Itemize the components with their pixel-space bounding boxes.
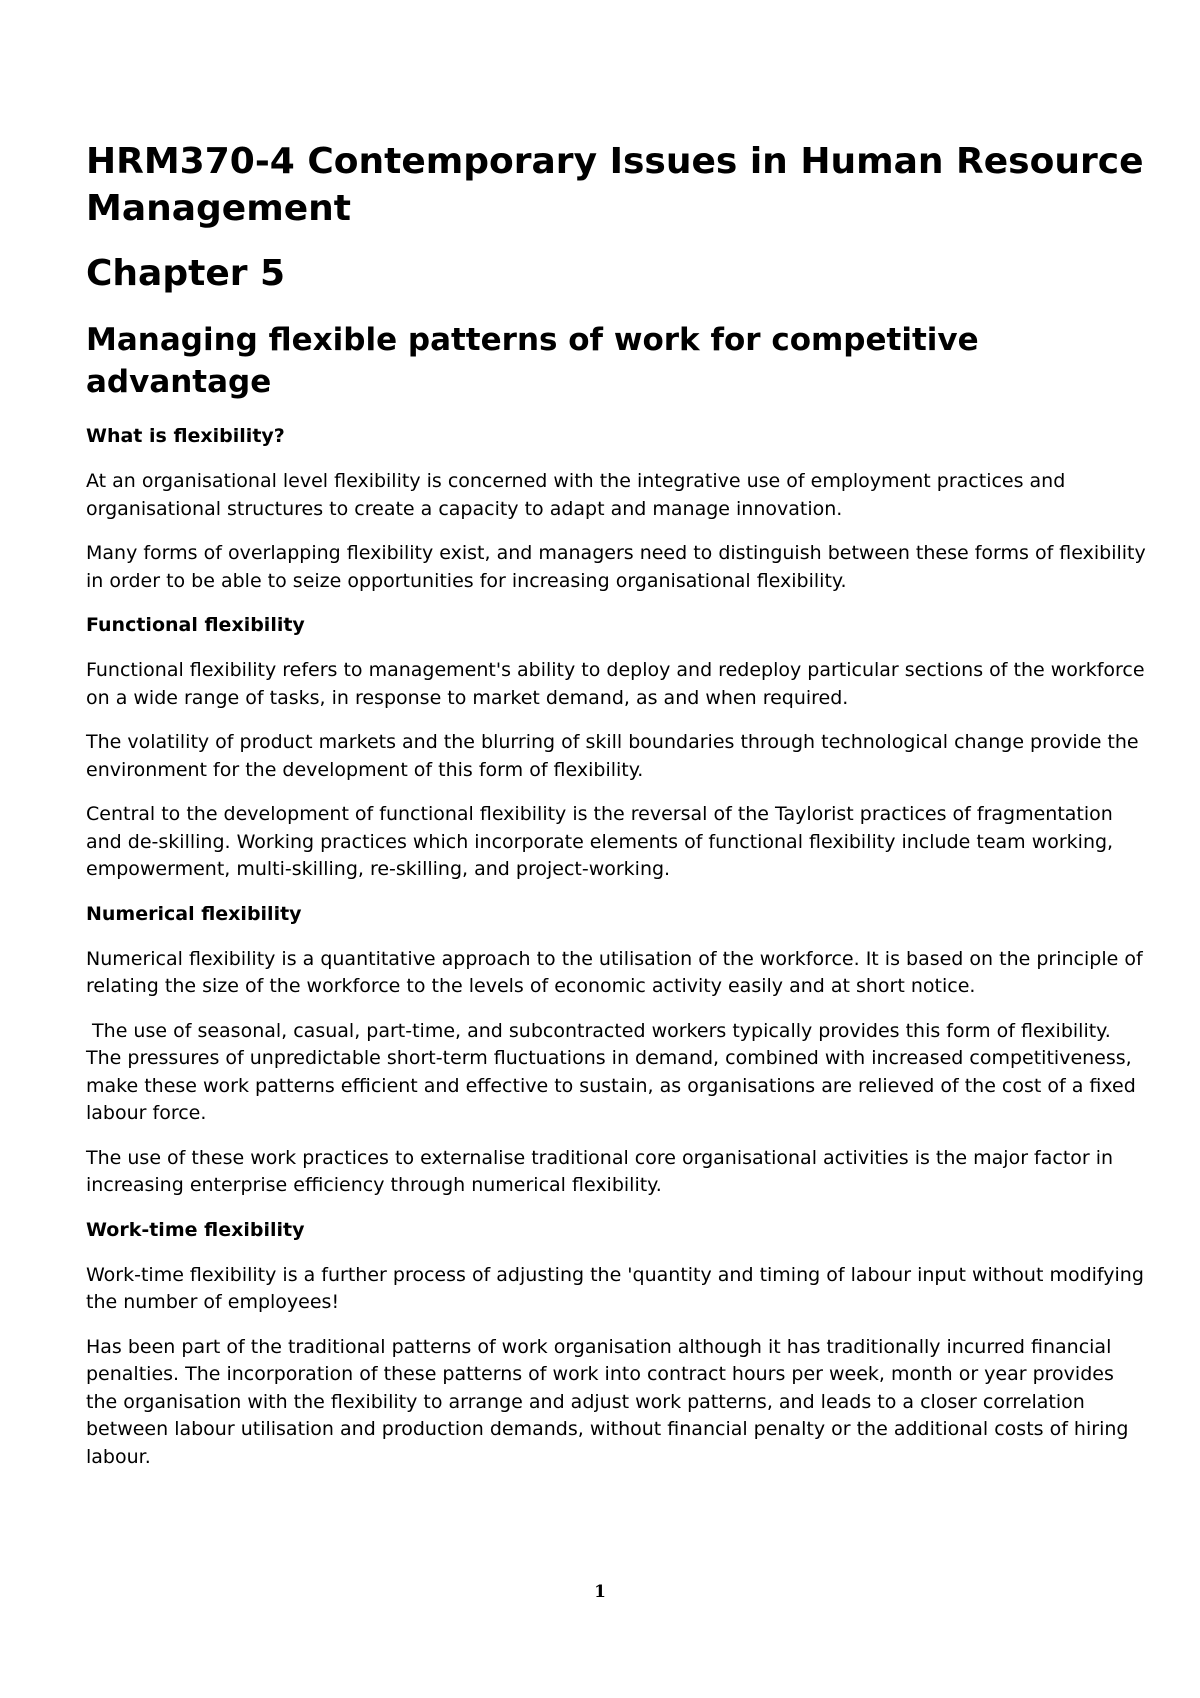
section-what-is-flexibility <box>86 423 1146 595</box>
paragraph: Work-time flexibility is a further process of adjusting the 'quantity and timing of labour input without modifying the number of employees! <box>86 1263 1144 1313</box>
section-heading: Functional flexibility <box>86 614 305 636</box>
paragraph: The use of seasonal, casual, part-time, and subcontracted workers typically provides this form of flexibility. The pressures of unpredictable short-term fluctuations in demand, combined with increased competitiveness, make these work patterns efficient and effective to sustain, as organisations are relieved of the cost of a fixed labour force. <box>86 1019 1136 1124</box>
section-heading: What is flexibility? <box>86 425 285 447</box>
section-numerical-flexibility <box>86 901 1146 1200</box>
document-page <box>86 138 1146 1488</box>
paragraph: Many forms of overlapping flexibility exist, and managers need to distinguish between these forms of flexibility in order to be able to seize opportunities for increasing organisational flexibility. <box>86 542 1146 592</box>
section-functional-flexibility <box>86 612 1146 884</box>
paragraph: The use of these work practices to externalise traditional core organisational activities is the major factor in increasing enterprise efficiency through numerical flexibility. <box>86 1146 1114 1196</box>
chapter-subtitle: Managing flexible patterns of work for competitive advantage <box>86 322 979 400</box>
paragraph: Central to the development of functional flexibility is the reversal of the Taylorist practices of fragmentation and de-skilling. Working practices which incorporate elements of functional flexibility include team working, empowerment, multi-skilling, re-skilling, and project-working. <box>86 803 1114 880</box>
section-heading: Work-time flexibility <box>86 1218 305 1241</box>
section-heading: Numerical flexibility <box>86 902 302 925</box>
paragraph: At an organisational level flexibility is concerned with the integrative use of employment practices and organisational structures to create a capacity to adapt and manage innovation. <box>86 470 1066 520</box>
paragraph: Numerical flexibility is a quantitative approach to the utilisation of the workforce. It is based on the principle of relating the size of the workforce to the levels of economic activity easily and at short notice. <box>86 947 1143 997</box>
chapter-heading: Chapter 5 <box>86 253 286 294</box>
document-title: HRM370-4 Contemporary Issues in Human Resource Management <box>86 141 1144 229</box>
paragraph: Has been part of the traditional patterns of work organisation although it has traditionally incurred financial penalties. The incorporation of these patterns of work into contract hours per week, month or year provides the organisation with the flexibility to arrange and adjust work patterns, and leads to a closer correlation between labour utilisation and production demands, without financial penalty or the additional costs of hiring labour. <box>86 1335 1129 1468</box>
section-work-time-flexibility <box>86 1217 1146 1472</box>
page-number: 1 <box>594 1582 606 1602</box>
paragraph: The volatility of product markets and the blurring of skill boundaries through technological change provide the environment for the development of this form of flexibility. <box>86 731 1139 781</box>
paragraph: Functional flexibility refers to management's ability to deploy and redeploy particular sections of the workforce on a wide range of tasks, in response to market demand, as and when required. <box>86 659 1145 709</box>
